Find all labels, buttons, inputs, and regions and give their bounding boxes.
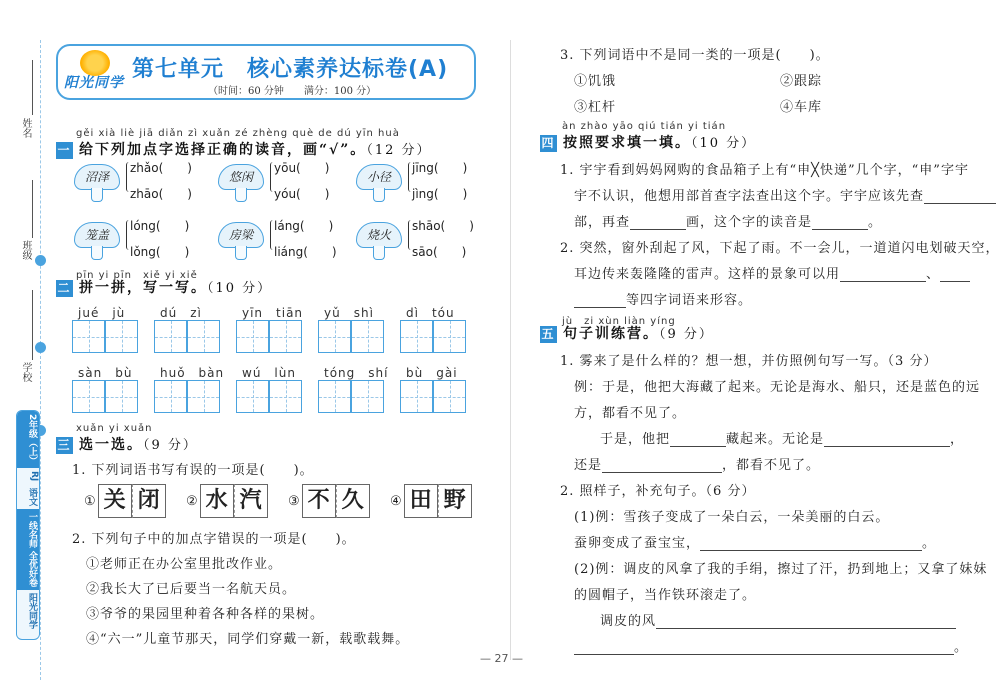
option-character: 田: [404, 484, 438, 518]
pronunciation-option[interactable]: liáng( ): [274, 245, 337, 259]
grid-pinyin: bù gài: [406, 366, 458, 380]
writing-cell[interactable]: [154, 380, 187, 413]
binding-hole: [35, 342, 46, 353]
sec4-q2-line3: [574, 289, 752, 308]
sec2-pinyin: pīn yi pīn xiě yi xiě: [76, 270, 198, 281]
word-option-3[interactable]: [288, 484, 370, 518]
writing-cell[interactable]: [433, 320, 466, 353]
mushroom-stem: [91, 188, 103, 202]
blank-radical[interactable]: [924, 203, 996, 204]
tianzige-pair: [72, 320, 138, 353]
binding-margin: [0, 0, 52, 692]
sec3-q3-opt1: ①饥饿: [574, 74, 617, 89]
tianzige-pair: [154, 380, 220, 413]
sec4-badge: 四: [541, 135, 556, 150]
writing-cell[interactable]: [269, 320, 302, 353]
writing-cell[interactable]: [318, 320, 351, 353]
sec5-q2-fill-3: [574, 636, 968, 655]
exam-time-score: （时间：60 分钟 满分：100 分）: [208, 86, 377, 97]
sec1-pinyin: gěi xià liè jiā diǎn zì xuǎn zé zhèng què de dú yīn huà: [76, 128, 400, 139]
writing-cell[interactable]: [318, 380, 351, 413]
sec5-points: （9 分）: [659, 327, 714, 342]
sec5-pinyin: jù zi xùn liàn yíng: [562, 316, 676, 327]
sec3-points: （9 分）: [143, 438, 198, 453]
grid-pinyin: huǒ bàn: [160, 366, 225, 380]
pronunciation-option[interactable]: jìng( ): [412, 187, 468, 201]
option-character: 不: [302, 484, 336, 518]
blank-idiom-2[interactable]: [940, 281, 970, 282]
sentence-option-2[interactable]: ②我长大了已后要当一名航天员。: [86, 582, 297, 597]
writing-cell[interactable]: [236, 320, 269, 353]
sec5-q2-fill-2: [600, 610, 956, 629]
sec5-q2-example-3: 的圆帽子，当作铁环滚走了。: [574, 588, 757, 603]
school-label: 学校: [20, 362, 31, 382]
sec4-q2-line2: [574, 263, 970, 282]
option-character: 水: [200, 484, 234, 518]
writing-cell[interactable]: [400, 320, 433, 353]
word-option-2[interactable]: [186, 484, 268, 518]
mushroom-word-3: [356, 164, 402, 202]
mushroom-stem: [235, 246, 247, 260]
mushroom-word-6: [356, 222, 402, 260]
sec4-title: 按照要求填一填。: [563, 135, 691, 151]
sec3-q2: 2. 下列句子中的加点字错误的一项是( )。: [72, 532, 356, 547]
fill-text-a: 于是，他把: [600, 432, 671, 447]
pronunciation-option[interactable]: sāo( ): [412, 245, 467, 259]
sec5-q2: 2. 照样子，补充句子。（6 分）: [560, 484, 756, 499]
sentence-option-3[interactable]: ③爷爷的果园里种着各种各样的果树。: [86, 607, 325, 622]
sec4-q2-text: 耳边传来轰隆隆的雷声。这样的景象可以用: [574, 267, 841, 282]
grid-pinyin: dú zì: [160, 306, 202, 320]
word-option-1[interactable]: [84, 484, 166, 518]
mushroom-word-1: [74, 164, 120, 202]
comma: ，: [950, 432, 965, 447]
writing-cell[interactable]: [105, 320, 138, 353]
sec4-q1-line2: [574, 185, 996, 204]
pronunciation-option[interactable]: lǒng( ): [130, 245, 190, 259]
grid-pinyin: yīn tiān: [242, 306, 304, 320]
pronunciation-option[interactable]: láng( ): [274, 219, 334, 233]
sec3-q1: 1. 下列词语书写有误的一项是( )。: [72, 463, 314, 478]
writing-cell[interactable]: [187, 380, 220, 413]
tag-subject: 语文: [27, 487, 37, 506]
tianzige-pair: [400, 380, 466, 413]
sec2-title: 拼一拼，写一写。: [79, 280, 207, 296]
word-option-4[interactable]: [390, 484, 472, 518]
logo-text: 阳光同学: [64, 75, 124, 91]
sec4-q1-text: 宇不认识，他想用部首查字法查出这个字。宇宇应该先查: [574, 189, 925, 204]
fill-text-c: 还是: [574, 458, 603, 473]
grid-pinyin: yǔ shì: [324, 306, 374, 320]
mushroom-word-text: 悠闲: [218, 164, 264, 190]
tag-series: 一线名师 全优好卷: [17, 509, 39, 590]
mushroom-word-4: [74, 222, 120, 260]
option-number: ①: [84, 493, 96, 509]
option-character: 关: [98, 484, 132, 518]
blank-fog-what[interactable]: [670, 446, 726, 447]
sec5-q1-fill-2: [574, 454, 820, 473]
pronunciation-option[interactable]: lóng( ): [130, 219, 190, 233]
sec4-q1-line3: [574, 211, 882, 230]
mushroom-word-text: 沼泽: [74, 164, 120, 190]
blank-idiom-1[interactable]: [840, 281, 926, 282]
option-number: ④: [390, 493, 402, 509]
sec5-q1-example-2: 方，都看不见了。: [574, 406, 687, 421]
sec1-badge: 一: [57, 142, 72, 157]
tianzige-pair: [154, 320, 220, 353]
sec3-q3: 3. 下列词语中不是同一类的一项是( )。: [560, 48, 830, 63]
writing-cell[interactable]: [351, 320, 384, 353]
sec4-heading: [540, 132, 756, 152]
option-number: ③: [288, 493, 300, 509]
writing-cell[interactable]: [187, 320, 220, 353]
period: 。: [868, 215, 883, 230]
sec5-q2-example-2: (2)例：调皮的风拿了我的手绢，擦过了汗，扔到地上；又拿了妹妹: [574, 562, 988, 577]
sec3-badge: 三: [57, 437, 72, 452]
writing-cell[interactable]: [154, 320, 187, 353]
pronunciation-option[interactable]: shāo( ): [412, 219, 474, 233]
option-character: 野: [438, 484, 472, 518]
sec5-q1-example-1: 例：于是，他把大海藏了起来。无论是海水、船只，还是蓝色的远: [574, 380, 981, 395]
mushroom-stem: [91, 246, 103, 260]
pronunciation-option[interactable]: yóu( ): [274, 187, 330, 201]
fill-text-d: ，都看不见了。: [722, 458, 821, 473]
mushroom-stem: [373, 188, 385, 202]
writing-cell[interactable]: [72, 380, 105, 413]
comma: 、: [926, 267, 941, 282]
sec4-q2-line1: 2. 突然，窗外刮起了风，下起了雨。不一会儿，一道道闪电划破天空，: [560, 241, 1000, 256]
sec4-q1-line1: 1. 宇宇看到妈妈网购的食品箱子上有“申╳快递”几个字，“申”字宇: [560, 163, 969, 178]
sec4-q1-text3: 画，这个字的读音是: [686, 215, 813, 230]
writing-cell[interactable]: [269, 380, 302, 413]
sec5-badge: 五: [541, 326, 556, 341]
sec5-q2-example-1: (1)例：雪孩子变成了一朵白云，一朵美丽的白云。: [574, 510, 890, 525]
brand-logo: [64, 50, 128, 94]
option-character: 闭: [132, 484, 166, 518]
writing-cell[interactable]: [236, 380, 269, 413]
option-character: 久: [336, 484, 370, 518]
sec4-pinyin: àn zhào yāo qiú tián yi tián: [562, 121, 727, 132]
sec4-q2-text2: 等四字词语来形容。: [626, 293, 753, 308]
tianzige-pair: [400, 320, 466, 353]
pronunciation-option[interactable]: zhāo( ): [130, 187, 192, 201]
grid-pinyin: tóng shí: [324, 366, 389, 380]
blank-wind-1[interactable]: [656, 628, 956, 629]
grid-pinyin: jué jù: [78, 306, 126, 320]
option-character: 汽: [234, 484, 268, 518]
sec5-heading: [540, 323, 714, 343]
sec3-heading: [56, 434, 198, 454]
page-number: — 27 —: [480, 652, 523, 665]
writing-cell[interactable]: [400, 380, 433, 413]
sec3-title: 选一选。: [79, 437, 143, 453]
sec2-heading: [56, 277, 272, 297]
tianzige-pair: [236, 380, 302, 413]
class-underline: [32, 180, 33, 238]
blank-silkworm[interactable]: [700, 550, 922, 551]
writing-cell[interactable]: [105, 380, 138, 413]
mushroom-stem: [235, 188, 247, 202]
period: 。: [922, 536, 937, 551]
writing-cell[interactable]: [351, 380, 384, 413]
blank-strokes[interactable]: [630, 229, 686, 230]
sec5-title: 句子训练营。: [563, 326, 659, 342]
grid-pinyin: sàn bù: [78, 366, 133, 380]
tianzige-pair: [318, 320, 384, 353]
book-series-tag: [16, 410, 40, 640]
tag-brand: 阳光同学: [27, 592, 37, 629]
option-number: ②: [186, 493, 198, 509]
mushroom-word-2: [218, 164, 264, 202]
sec2-badge: 二: [57, 280, 72, 295]
mushroom-word-text: 烧火: [356, 222, 402, 248]
binding-line: [40, 40, 41, 680]
sec1-heading: [56, 139, 432, 159]
pronunciation-option[interactable]: zhǎo( ): [130, 161, 192, 175]
tianzige-pair: [236, 320, 302, 353]
mushroom-word-5: [218, 222, 264, 260]
blank-pronunciation[interactable]: [812, 229, 868, 230]
sec4-points: （10 分）: [691, 136, 757, 151]
sec5-q2-fill-1: [574, 532, 936, 551]
tag-grade: 2年级（上）: [17, 411, 39, 468]
name-label: 姓名: [20, 118, 31, 138]
sec3-pinyin: xuǎn yi xuǎn: [76, 423, 153, 434]
class-label: 班级: [20, 240, 31, 260]
tag-edition: RJ: [29, 471, 39, 482]
sec2-points: （10 分）: [207, 281, 273, 296]
sec4-q1-text2: 部，再查: [574, 215, 631, 230]
blank-wind-2[interactable]: [574, 654, 954, 655]
period: 。: [954, 640, 969, 655]
sec3-q3-opt3: ③杠杆: [574, 100, 617, 115]
sec5-q1-fill-1: [600, 428, 964, 447]
mushroom-word-text: 笼盖: [74, 222, 120, 248]
sec1-title: 给下列加点字选择正确的读音，画“√”。: [79, 142, 367, 158]
sentence-option-4[interactable]: ④“六一”儿童节那天，同学们穿戴一新，载歌载舞。: [86, 632, 410, 647]
grid-pinyin: dì tóu: [406, 306, 455, 320]
tianzige-pair: [318, 380, 384, 413]
column-divider: [510, 40, 511, 660]
sec3-q3-opt2: ②跟踪: [780, 74, 823, 89]
fill-text-b: 藏起来。无论是: [726, 432, 825, 447]
fill-text-silkworm: 蚕卵变成了蚕宝宝，: [574, 536, 701, 551]
sec3-q3-opt4: ④车库: [780, 100, 823, 115]
grid-pinyin: wú lùn: [242, 366, 296, 380]
mushroom-word-text: 小径: [356, 164, 402, 190]
tianzige-pair: [72, 380, 138, 413]
school-underline: [32, 290, 33, 360]
pronunciation-option[interactable]: yōu( ): [274, 161, 330, 175]
blank-fog-things[interactable]: [824, 446, 950, 447]
writing-cell[interactable]: [72, 320, 105, 353]
writing-cell[interactable]: [433, 380, 466, 413]
sec5-q1: 1. 雾来了是什么样的？想一想，并仿照例句写一写。（3 分）: [560, 354, 938, 369]
mushroom-stem: [373, 246, 385, 260]
binding-hole: [35, 255, 46, 266]
page-title: 第七单元 核心素养达标卷(A): [132, 57, 449, 82]
mushroom-word-text: 房梁: [218, 222, 264, 248]
fill-text-wind: 调皮的风: [600, 614, 657, 629]
sentence-option-1[interactable]: ①老师正在办公室里批改作业。: [86, 557, 283, 572]
sec1-points: （12 分）: [366, 143, 432, 158]
blank-idiom-3[interactable]: [574, 307, 626, 308]
exam-header: [56, 44, 476, 100]
blank-fog-also[interactable]: [602, 472, 722, 473]
pronunciation-option[interactable]: jīng( ): [412, 161, 468, 175]
name-underline: [32, 60, 33, 115]
